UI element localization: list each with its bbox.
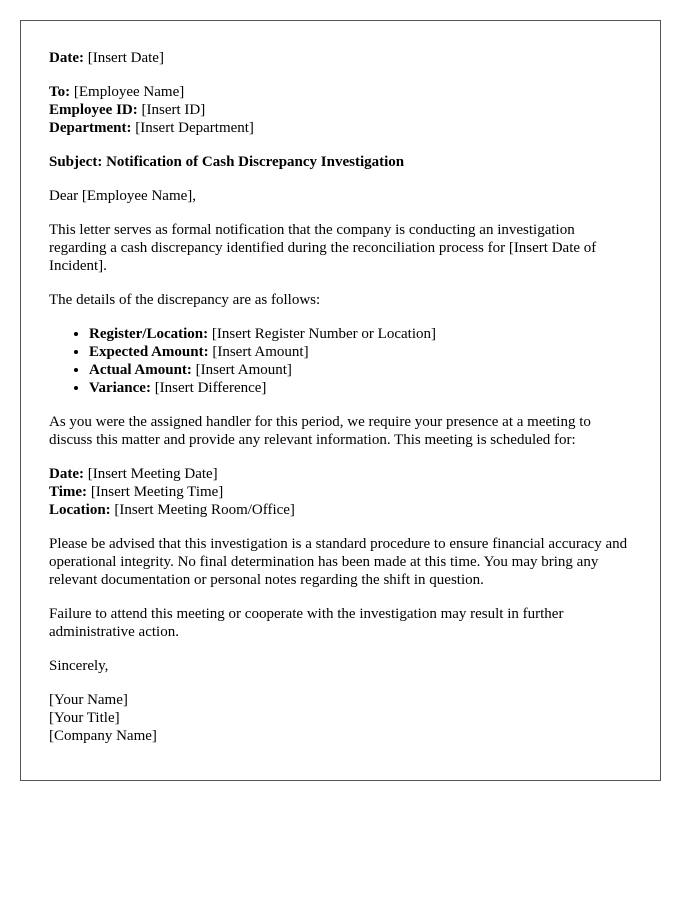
recipient-department: [49, 119, 632, 137]
detail-label: Variance:: [89, 380, 151, 396]
signature-company: [Company Name]: [49, 728, 157, 744]
signature-block: [49, 691, 632, 745]
subject-text: Subject: Notification of Cash Discrepancy Investigation: [49, 154, 405, 170]
meeting-date-value: [Insert Meeting Date]: [87, 466, 218, 482]
date-value: [Insert Date]: [87, 50, 164, 66]
detail-value: [Insert Amount]: [195, 362, 292, 378]
detail-value: [Insert Register Number or Location]: [211, 326, 436, 342]
warning-paragraph: Failure to attend this meeting or cooperate with the investigation may result in further administrative action.: [49, 606, 564, 640]
meeting-location: [49, 501, 632, 519]
closing: Sincerely,: [49, 658, 109, 674]
date-label: Date:: [49, 50, 84, 66]
salutation: Dear [Employee Name],: [49, 188, 197, 204]
detail-value: [Insert Amount]: [212, 344, 309, 360]
to-value: [Employee Name]: [73, 84, 185, 100]
detail-label: Register/Location:: [89, 326, 209, 342]
signature-title: [Your Title]: [49, 710, 120, 726]
meeting-date-label: Date:: [49, 466, 84, 482]
to-label: To:: [49, 84, 71, 100]
detail-label: Expected Amount:: [89, 344, 209, 360]
detail-item-expected: [89, 343, 632, 361]
meeting-time: [49, 483, 632, 501]
intro-paragraph: This letter serves as formal notification that the company is conducting an investigation regarding a cash discrepancy identified during the reconciliation process for [Insert Date of Incident].: [49, 222, 597, 274]
subject-line: [49, 153, 632, 171]
meeting-location-value: [Insert Meeting Room/Office]: [114, 502, 295, 518]
meeting-location-label: Location:: [49, 502, 111, 518]
advisory-paragraph: Please be advised that this investigation is a standard procedure to ensure financial accuracy and operational integrity. No final determination has been made at this time. You may bring any relevant documentation or personal notes regarding the shift in question.: [49, 536, 628, 588]
detail-item-actual: [89, 361, 632, 379]
recipient-block: [49, 83, 632, 137]
meeting-time-value: [Insert Meeting Time]: [90, 484, 224, 500]
signature-name: [Your Name]: [49, 692, 128, 708]
meeting-date: [49, 465, 632, 483]
letter-page: [20, 20, 661, 781]
meeting-request-paragraph: As you were the assigned handler for this period, we require your presence at a meeting to discuss this matter and provide any relevant information. This meeting is scheduled for:: [49, 414, 591, 448]
employee-id-value: [Insert ID]: [141, 102, 206, 118]
letter-date: [49, 49, 632, 67]
discrepancy-details-list: [49, 325, 632, 397]
meeting-time-label: Time:: [49, 484, 88, 500]
detail-value: [Insert Difference]: [154, 380, 267, 396]
department-label: Department:: [49, 120, 132, 136]
recipient-employee-id: [49, 101, 632, 119]
employee-id-label: Employee ID:: [49, 102, 138, 118]
detail-item-register: [89, 325, 632, 343]
meeting-details-block: [49, 465, 632, 519]
department-value: [Insert Department]: [135, 120, 254, 136]
detail-item-variance: [89, 379, 632, 397]
detail-label: Actual Amount:: [89, 362, 192, 378]
details-intro-paragraph: The details of the discrepancy are as follows:: [49, 292, 321, 308]
recipient-to: [49, 83, 632, 101]
